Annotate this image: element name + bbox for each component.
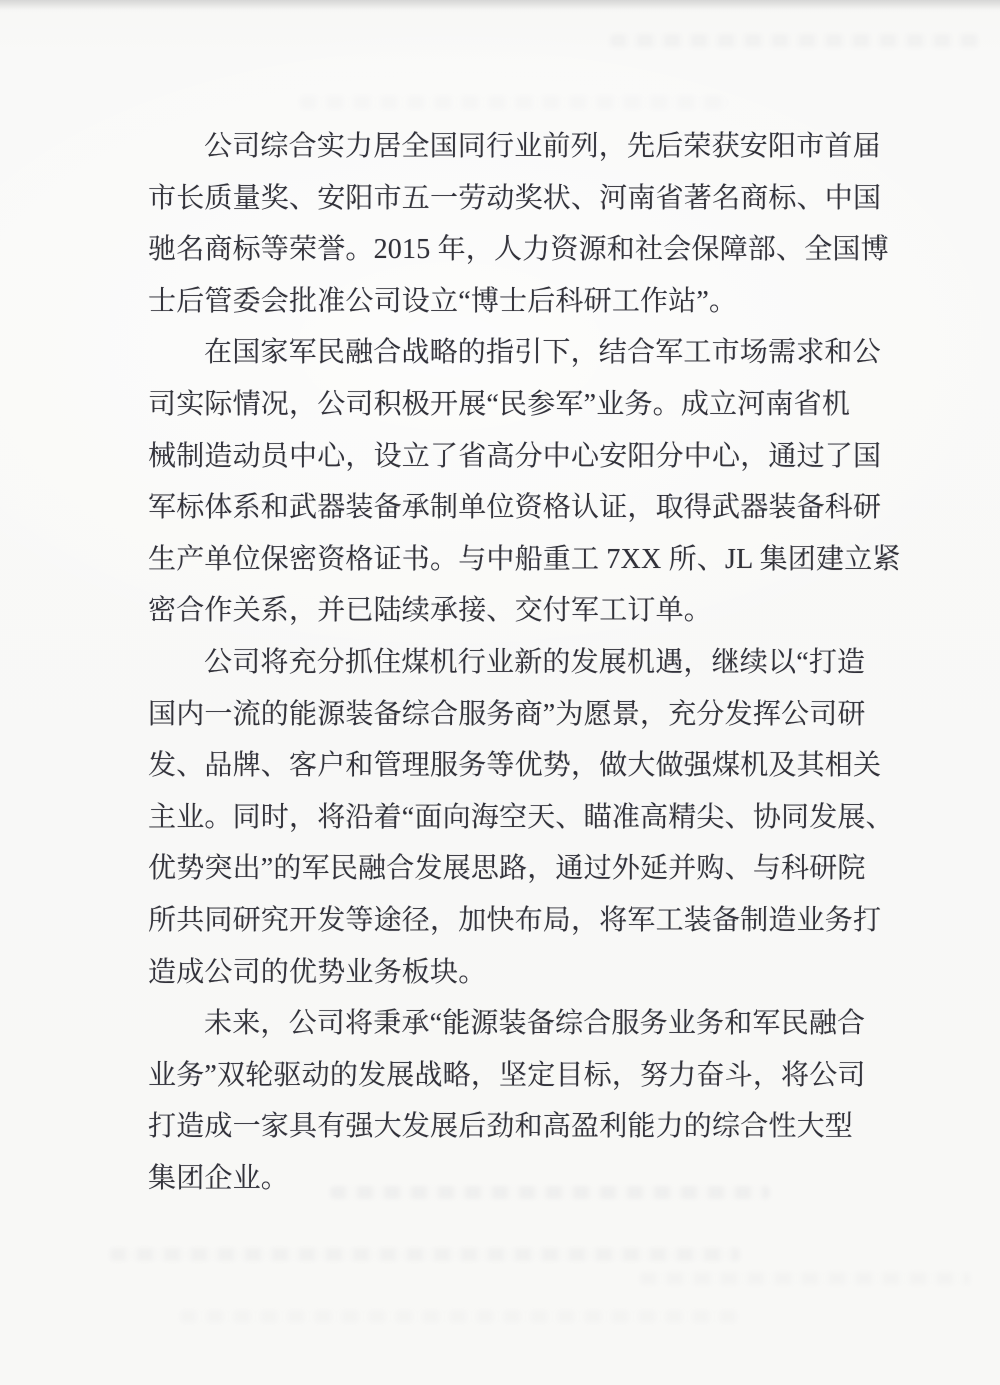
text-line: 公司综合实力居全国同行业前列，先后荣获安阳市首届 bbox=[204, 131, 881, 162]
text-line: 司实际情况，公司积极开展“民参军”业务。成立河南省机 bbox=[148, 388, 851, 420]
text-line: 生产单位保密资格证书。与中船重工 7XX 所、JL 集团建立紧 bbox=[148, 543, 901, 575]
text-line: 市长质量奖、安阳市五一劳动奖状、河南省著名商标、中国 bbox=[148, 182, 882, 214]
paragraph-future-vision bbox=[148, 998, 866, 1204]
text-line: 业务”双轮驱动的发展战略，坚定目标，努力奋斗，将公司 bbox=[148, 1059, 866, 1091]
paragraph-development-strategy bbox=[148, 637, 894, 998]
text-line: 优势突出”的军民融合发展思路，通过外延并购、与科研院 bbox=[148, 853, 866, 885]
text-line: 造成公司的优势业务板块。 bbox=[148, 956, 487, 988]
text-line: 驰名商标等荣誉。2015 年，人力资源和社会保障部、全国博 bbox=[148, 234, 889, 266]
bleed-through-smudge bbox=[610, 34, 980, 47]
text-line: 国内一流的能源装备综合服务商”为愿景，充分发挥公司研 bbox=[148, 698, 866, 730]
text-line: 士后管委会批准公司设立“博士后科研工作站”。 bbox=[148, 285, 738, 317]
text-line: 集团企业。 bbox=[148, 1162, 290, 1194]
text-line: 发、品牌、客户和管理服务等优势，做大做强煤机及其相关 bbox=[148, 750, 882, 782]
text-line: 打造成一家具有强大发展后劲和高盈利能力的综合性大型 bbox=[148, 1111, 854, 1143]
bleed-through-smudge bbox=[300, 96, 730, 109]
text-line: 军标体系和武器装备承制单位资格认证，取得武器装备科研 bbox=[148, 492, 882, 524]
bleed-through-smudge bbox=[110, 1248, 740, 1261]
text-line: 密合作关系，并已陆续承接、交付军工订单。 bbox=[148, 595, 713, 627]
bleed-through-smudge bbox=[640, 1272, 970, 1285]
text-line: 在国家军民融合战略的指引下，结合军工市场需求和公 bbox=[204, 337, 881, 369]
text-line: 主业。同时，将沿着“面向海空天、瞄准高精尖、协同发展、 bbox=[148, 801, 894, 833]
bleed-through-smudge bbox=[180, 1310, 740, 1323]
bleed-through-smudge bbox=[330, 1186, 770, 1199]
paragraph-military-civil-integration bbox=[148, 327, 901, 637]
text-line: 未来，公司将秉承“能源装备综合服务业务和军民融合 bbox=[204, 1008, 866, 1040]
document-body bbox=[148, 121, 901, 1204]
text-line: 公司将充分抓住煤机行业新的发展机遇，继续以“打造 bbox=[204, 646, 866, 678]
scan-edge-shadow bbox=[0, 0, 1000, 10]
text-line: 械制造动员中心，设立了省高分中心安阳分中心，通过了国 bbox=[148, 440, 882, 472]
paragraph-honors bbox=[148, 121, 889, 327]
text-line: 所共同研究开发等途径，加快布局，将军工装备制造业务打 bbox=[148, 904, 882, 936]
